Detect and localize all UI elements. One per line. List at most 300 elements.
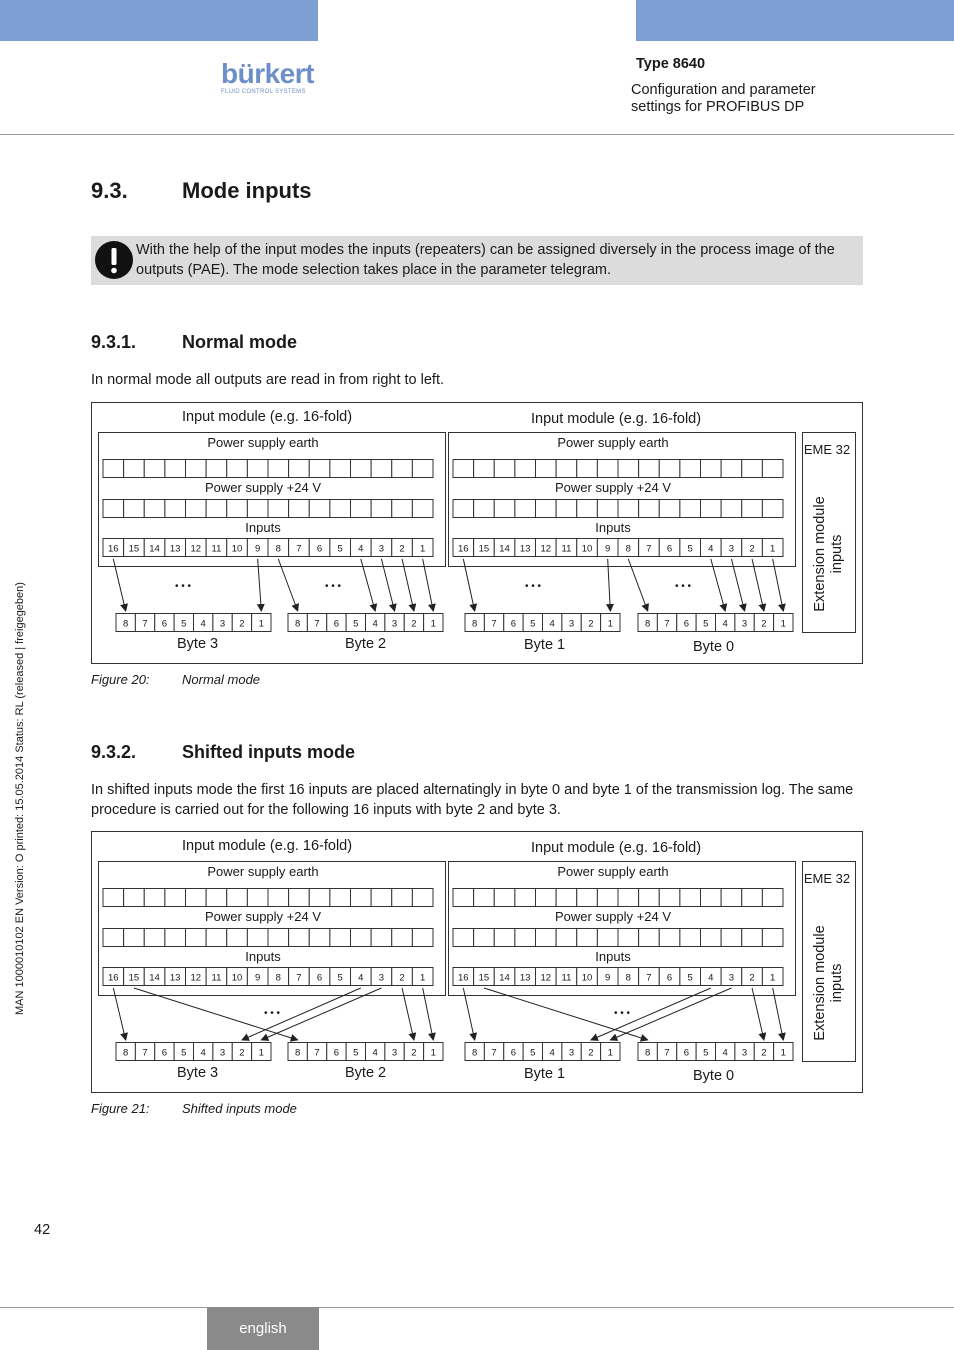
input-number: 5 (337, 972, 343, 984)
supply-terminal (247, 500, 268, 518)
byte-bit-number: 3 (741, 618, 748, 630)
input-number: 2 (749, 543, 755, 555)
earth-terminal (247, 460, 268, 478)
input-number: 12 (540, 543, 552, 555)
byte-bit-number: 3 (568, 618, 575, 630)
power-supply-24v-label: Power supply +24 V (205, 480, 321, 495)
input-number: 8 (275, 543, 281, 555)
power-supply-earth-label: Power supply earth (207, 864, 319, 879)
input-number: 7 (646, 543, 652, 555)
byte-bit-number: 5 (181, 618, 187, 630)
byte-bit-number: 4 (200, 1047, 206, 1059)
byte-bit-number: 5 (353, 618, 359, 630)
byte-bit-number: 6 (510, 1047, 517, 1059)
inputs-label: Inputs (245, 520, 281, 535)
supply-terminal (453, 929, 474, 947)
earth-terminal (597, 460, 618, 478)
supply-terminal (124, 500, 145, 518)
header-divider (0, 134, 954, 135)
earth-terminal (453, 889, 474, 907)
byte-label: Byte 3 (177, 636, 219, 652)
byte-bit-number: 2 (411, 1047, 417, 1059)
supply-terminal (309, 500, 330, 518)
input-number: 7 (646, 972, 652, 984)
byte-bit-number: 5 (353, 1047, 359, 1059)
supply-terminal (351, 929, 372, 947)
supply-terminal (330, 929, 351, 947)
input-number: 12 (540, 972, 552, 984)
supply-terminal (474, 929, 495, 947)
power-supply-earth-label: Power supply earth (557, 864, 669, 879)
supply-terminal (618, 500, 639, 518)
byte-bit-number: 2 (761, 1047, 767, 1059)
byte-bit-number: 6 (161, 1047, 168, 1059)
logo-text: bürkert (221, 58, 314, 89)
supply-terminal (556, 929, 577, 947)
earth-terminal (124, 460, 145, 478)
logo-subtext: FLUID CONTROL SYSTEMS (221, 89, 306, 95)
earth-terminal (351, 889, 372, 907)
byte-label: Byte 0 (693, 1068, 735, 1084)
supply-terminal (330, 500, 351, 518)
byte-bit-number: 1 (258, 1047, 264, 1059)
input-number: 11 (561, 543, 572, 555)
earth-terminal (742, 889, 763, 907)
input-number: 15 (128, 543, 140, 555)
input-number: 3 (728, 972, 735, 984)
input-number: 6 (666, 972, 673, 984)
earth-terminal (103, 889, 124, 907)
input-number: 16 (108, 543, 119, 555)
earth-terminal (330, 889, 351, 907)
byte-bit-number: 8 (645, 1047, 651, 1059)
extension-module-line-1: Extension module (812, 925, 828, 1041)
supply-terminal (577, 929, 598, 947)
earth-terminal (227, 889, 248, 907)
continuation-dots: • • • (263, 1008, 281, 1019)
input-number: 13 (519, 972, 531, 984)
supply-terminal (597, 929, 618, 947)
earth-terminal (536, 889, 557, 907)
supply-terminal (186, 929, 207, 947)
input-number: 1 (420, 543, 426, 555)
earth-terminal (103, 460, 124, 478)
byte-bit-number: 7 (142, 1047, 148, 1059)
byte-bit-number: 6 (683, 618, 690, 630)
earth-terminal (268, 889, 289, 907)
byte-bit-number: 2 (239, 618, 245, 630)
inputs-label: Inputs (595, 520, 631, 535)
earth-terminal (556, 889, 577, 907)
byte-bit-number: 3 (391, 1047, 398, 1059)
byte-label: Byte 2 (345, 1065, 387, 1081)
byte-label: Byte 2 (345, 636, 387, 652)
earth-terminal (721, 460, 742, 478)
byte-bit-number: 4 (200, 618, 206, 630)
input-number: 4 (708, 543, 714, 555)
byte-bit-number: 6 (510, 618, 517, 630)
earth-terminal (227, 460, 248, 478)
supply-terminal (124, 929, 145, 947)
byte-bit-number: 8 (472, 618, 478, 630)
eme-32-label: EME 32 (803, 442, 851, 457)
supply-terminal (412, 500, 433, 518)
supply-terminal (536, 500, 557, 518)
input-number: 1 (770, 543, 776, 555)
earth-terminal (515, 460, 536, 478)
supply-terminal (206, 500, 227, 518)
byte-bit-number: 4 (549, 1047, 555, 1059)
byte-bit-number: 5 (703, 618, 709, 630)
supply-terminal (309, 929, 330, 947)
supply-terminal (289, 500, 310, 518)
earth-terminal (494, 460, 515, 478)
byte-bit-number: 7 (664, 1047, 670, 1059)
byte-bit-number: 4 (549, 618, 555, 630)
input-number: 15 (478, 972, 490, 984)
byte-bit-number: 1 (607, 1047, 613, 1059)
byte-bit-number: 1 (258, 618, 264, 630)
byte-bit-number: 4 (372, 1047, 378, 1059)
supply-terminal (144, 929, 165, 947)
byte-bit-number: 3 (568, 1047, 575, 1059)
supply-terminal (351, 500, 372, 518)
earth-terminal (721, 889, 742, 907)
figure-21-caption (91, 1101, 491, 1116)
byte-bit-number: 7 (314, 1047, 320, 1059)
earth-terminal (165, 889, 186, 907)
earth-terminal (494, 889, 515, 907)
earth-terminal (762, 889, 783, 907)
extension-module-line-2: inputs (829, 963, 845, 1003)
byte-bit-number: 5 (181, 1047, 187, 1059)
input-number: 8 (625, 543, 631, 555)
supply-terminal (453, 500, 474, 518)
byte-bit-number: 7 (314, 618, 320, 630)
earth-terminal (392, 889, 413, 907)
earth-terminal (515, 889, 536, 907)
header-bar-right (636, 0, 954, 41)
input-number: 5 (687, 543, 693, 555)
earth-terminal (186, 889, 207, 907)
supply-terminal (577, 500, 598, 518)
input-number: 14 (499, 972, 510, 984)
supply-terminal (639, 929, 660, 947)
byte-bit-number: 1 (430, 1047, 436, 1059)
byte-label: Byte 0 (693, 639, 735, 655)
power-supply-24v-label: Power supply +24 V (555, 480, 671, 495)
supply-terminal (103, 929, 124, 947)
input-number: 14 (149, 543, 160, 555)
page-number: 42 (34, 1222, 51, 1238)
normal-mode-text: In normal mode all outputs are read in from right to left. (91, 372, 445, 388)
figure-20-caption (91, 672, 491, 687)
input-number: 4 (358, 972, 364, 984)
module-title: Input module (e.g. 16-fold) (531, 411, 702, 427)
supply-terminal (165, 500, 186, 518)
supply-terminal (227, 500, 248, 518)
supply-terminal (227, 929, 248, 947)
input-number: 2 (399, 972, 405, 984)
input-number: 1 (420, 972, 426, 984)
byte-bit-number: 8 (295, 1047, 301, 1059)
continuation-dots: • • • (324, 581, 342, 592)
supply-terminal (680, 500, 701, 518)
input-number: 11 (211, 543, 222, 555)
byte-bit-number: 6 (683, 1047, 690, 1059)
earth-terminal (165, 460, 186, 478)
earth-terminal (577, 460, 598, 478)
exclamation-icon (94, 240, 134, 280)
earth-terminal (597, 889, 618, 907)
input-number: 14 (499, 543, 510, 555)
supply-terminal (186, 500, 207, 518)
input-number: 16 (108, 972, 119, 984)
supply-terminal (762, 929, 783, 947)
input-number: 3 (378, 543, 385, 555)
footer-divider (0, 1307, 954, 1308)
burkert-logo (221, 60, 319, 95)
earth-terminal (206, 889, 227, 907)
input-number: 10 (231, 972, 243, 984)
supply-terminal (206, 929, 227, 947)
byte-bit-number: 6 (161, 618, 168, 630)
document-type: Type 8640 (636, 56, 706, 72)
earth-terminal (351, 460, 372, 478)
input-number: 5 (687, 972, 693, 984)
input-number: 3 (728, 543, 735, 555)
earth-terminal (330, 460, 351, 478)
input-number: 2 (749, 972, 755, 984)
input-number: 10 (231, 543, 243, 555)
byte-bit-number: 7 (491, 618, 497, 630)
input-number: 9 (255, 543, 261, 555)
byte-bit-number: 3 (741, 1047, 748, 1059)
inputs-label: Inputs (245, 949, 281, 964)
module-title: Input module (e.g. 16-fold) (531, 840, 702, 856)
extension-module-text (812, 496, 845, 611)
input-number: 9 (255, 972, 261, 984)
earth-terminal (289, 889, 310, 907)
subtitle-line-1: Configuration and parameter (631, 82, 816, 98)
earth-terminal (742, 460, 763, 478)
input-number: 4 (358, 543, 364, 555)
byte-bit-number: 5 (530, 618, 536, 630)
earth-terminal (309, 460, 330, 478)
byte-label: Byte 1 (524, 637, 566, 653)
input-number: 12 (190, 543, 202, 555)
header-bar-left (0, 0, 318, 41)
input-number: 15 (478, 543, 490, 555)
supply-terminal (474, 500, 495, 518)
byte-bit-number: 4 (722, 1047, 728, 1059)
earth-terminal (577, 889, 598, 907)
input-number: 6 (316, 972, 323, 984)
note-text: With the help of the input modes the inputs (repeaters) can be assigned diversely in the process image of the outputs (PAE). The mode selection takes place in the parameter telegram. (136, 242, 835, 278)
input-number: 9 (605, 543, 611, 555)
byte-bit-number: 7 (664, 618, 670, 630)
document-subtitle (631, 82, 901, 116)
supply-terminal (515, 500, 536, 518)
byte-bit-number: 5 (530, 1047, 536, 1059)
supply-terminal (742, 500, 763, 518)
input-number: 3 (378, 972, 385, 984)
continuation-dots: • • • (674, 581, 692, 592)
byte-bit-number: 2 (588, 618, 594, 630)
earth-terminal (289, 460, 310, 478)
supply-terminal (680, 929, 701, 947)
input-number: 8 (275, 972, 281, 984)
byte-bit-number: 8 (123, 618, 129, 630)
supply-terminal (639, 500, 660, 518)
byte-bit-number: 3 (219, 1047, 226, 1059)
earth-terminal (762, 460, 783, 478)
earth-terminal (639, 889, 660, 907)
continuation-dots: • • • (613, 1008, 631, 1019)
section-title: Mode inputs (182, 178, 312, 203)
input-number: 1 (770, 972, 776, 984)
subsection-number: 9.3.2. (91, 742, 137, 762)
figure-label: Figure 21: (91, 1101, 150, 1116)
byte-bit-number: 7 (491, 1047, 497, 1059)
byte-bit-number: 2 (239, 1047, 245, 1059)
byte-bit-number: 8 (123, 1047, 129, 1059)
input-number: 6 (316, 543, 323, 555)
earth-terminal (206, 460, 227, 478)
input-number: 10 (581, 543, 593, 555)
power-supply-24v-label: Power supply +24 V (555, 909, 671, 924)
supply-terminal (144, 500, 165, 518)
earth-terminal (371, 889, 392, 907)
extension-module-box (803, 862, 856, 1062)
earth-terminal (659, 889, 680, 907)
earth-terminal (453, 460, 474, 478)
earth-terminal (536, 460, 557, 478)
supply-terminal (659, 500, 680, 518)
byte-bit-number: 2 (761, 618, 767, 630)
supply-terminal (494, 929, 515, 947)
supply-terminal (701, 929, 722, 947)
byte-bit-number: 4 (372, 618, 378, 630)
input-number: 10 (581, 972, 593, 984)
input-number: 13 (169, 543, 181, 555)
module-title: Input module (e.g. 16-fold) (182, 838, 353, 854)
earth-terminal (618, 889, 639, 907)
supply-terminal (762, 500, 783, 518)
earth-terminal (680, 889, 701, 907)
byte-bit-number: 8 (472, 1047, 478, 1059)
byte-bit-number: 7 (142, 618, 148, 630)
input-number: 13 (519, 543, 531, 555)
earth-terminal (412, 889, 433, 907)
input-number: 6 (666, 543, 673, 555)
input-number: 14 (149, 972, 160, 984)
byte-label: Byte 3 (177, 1065, 219, 1081)
note-box (91, 236, 863, 285)
extension-module-line-1: Extension module (812, 496, 828, 612)
input-number: 5 (337, 543, 343, 555)
subsection-title: Shifted inputs mode (182, 742, 355, 762)
supply-terminal (721, 500, 742, 518)
subtitle-line-2: settings for PROFIBUS DP (631, 99, 805, 115)
earth-terminal (309, 889, 330, 907)
byte-bit-number: 4 (722, 618, 728, 630)
supply-terminal (742, 929, 763, 947)
byte-bit-number: 6 (333, 618, 340, 630)
earth-terminal (701, 460, 722, 478)
language-tab (207, 1307, 319, 1350)
earth-terminal (556, 460, 577, 478)
earth-terminal (247, 889, 268, 907)
supply-terminal (659, 929, 680, 947)
supply-terminal (371, 929, 392, 947)
input-number: 15 (128, 972, 140, 984)
input-number: 4 (708, 972, 714, 984)
earth-terminal (186, 460, 207, 478)
supply-terminal (247, 929, 268, 947)
figure-title: Shifted inputs mode (182, 1101, 297, 1116)
byte-bit-number: 3 (391, 618, 398, 630)
earth-terminal (474, 889, 495, 907)
earth-terminal (124, 889, 145, 907)
inputs-label: Inputs (595, 949, 631, 964)
byte-bit-number: 1 (780, 618, 786, 630)
normal-mode-diagram (91, 402, 863, 665)
byte-bit-number: 3 (219, 618, 226, 630)
supply-terminal (371, 500, 392, 518)
supply-terminal (103, 500, 124, 518)
earth-terminal (659, 460, 680, 478)
subsection-title: Normal mode (182, 332, 298, 352)
earth-terminal (144, 889, 165, 907)
byte-bit-number: 8 (645, 618, 651, 630)
supply-terminal (268, 500, 289, 518)
shifted-mode-text: In shifted inputs mode the first 16 inputs are placed alternatingly in byte 0 and byte 1 of the transmission log. The same procedure is carried out for the following 16 inputs with byte 2 and byte 3. (91, 782, 854, 818)
supply-terminal (392, 500, 413, 518)
earth-terminal (268, 460, 289, 478)
power-supply-earth-label: Power supply earth (557, 435, 669, 450)
earth-terminal (680, 460, 701, 478)
input-number: 16 (458, 972, 469, 984)
extension-module-box (803, 433, 856, 633)
input-number: 8 (625, 972, 631, 984)
supply-terminal (392, 929, 413, 947)
supply-terminal (597, 500, 618, 518)
input-number: 11 (211, 972, 222, 984)
input-number: 11 (561, 972, 572, 984)
byte-bit-number: 1 (780, 1047, 786, 1059)
supply-terminal (618, 929, 639, 947)
figure-title: Normal mode (182, 672, 261, 687)
input-number: 2 (399, 543, 405, 555)
extension-module-text (812, 925, 845, 1040)
input-number: 16 (458, 543, 469, 555)
eme-32-label: EME 32 (803, 871, 851, 886)
earth-terminal (412, 460, 433, 478)
shifted-mode-diagram (91, 831, 863, 1094)
input-number: 7 (296, 543, 302, 555)
continuation-dots: • • • (174, 581, 192, 592)
byte-bit-number: 1 (607, 618, 613, 630)
supply-terminal (701, 500, 722, 518)
section-number: 9.3. (91, 178, 128, 203)
earth-terminal (618, 460, 639, 478)
earth-terminal (392, 460, 413, 478)
input-number: 7 (296, 972, 302, 984)
supply-terminal (721, 929, 742, 947)
supply-terminal (268, 929, 289, 947)
language-label: english (239, 1320, 287, 1337)
